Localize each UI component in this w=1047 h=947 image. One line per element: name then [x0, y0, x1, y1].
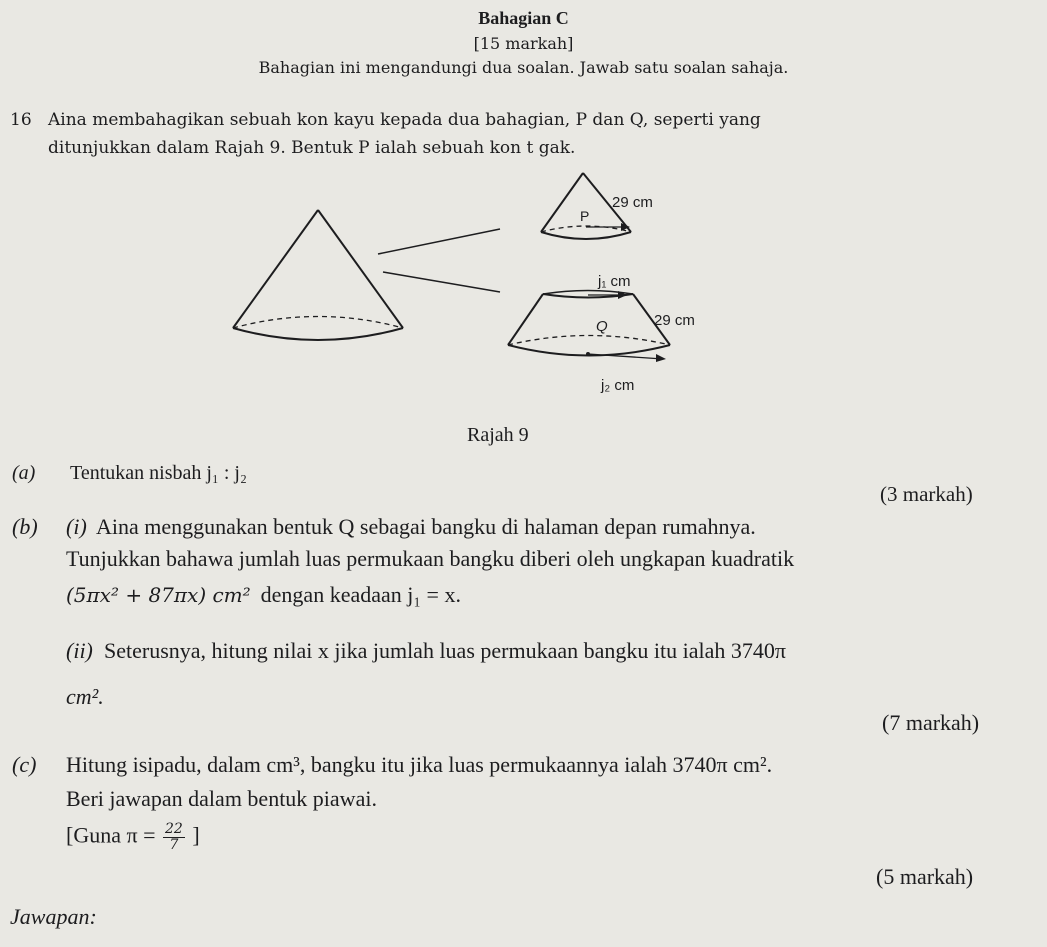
rajah-9-figure — [0, 0, 1047, 460]
part-b-sub-i: (i) — [66, 514, 87, 539]
cone-p-label: P — [580, 208, 590, 224]
part-b-sub-ii: (ii) — [66, 638, 93, 663]
figure-caption: Rajah 9 — [467, 424, 529, 446]
part-a-marks: (3 markah) — [880, 482, 973, 506]
part-c-line-2: Beri jawapan dalam bentuk piawai. — [66, 786, 377, 811]
part-a-text: Tentukan nisbah j₁ : j₂ — [70, 462, 247, 484]
question-number: 16 — [10, 110, 32, 130]
part-c-label: (c) — [12, 752, 37, 777]
part-b-label: (b) — [12, 514, 38, 539]
section-marks: [15 markah] — [473, 34, 574, 53]
pi-fraction — [163, 822, 185, 853]
pi-instruction-suffix: ] — [192, 822, 200, 848]
full-cone-diagram — [233, 210, 403, 340]
part-b-ii-line-1: Seterusnya, hitung nilai x jika jumlah luas permukaan bangku itu ialah 3740π — [104, 638, 786, 663]
section-title: Bahagian C — [478, 8, 569, 28]
part-a-label: (a) — [12, 462, 36, 484]
pi-fraction-numerator: 22 — [165, 821, 183, 837]
frustum-q-label: Q — [596, 318, 608, 335]
top-radius-label: j₁ cm — [598, 273, 631, 290]
cone-p-slant-label: 29 cm — [612, 194, 653, 211]
part-b-line-1: Aina menggunakan bentuk Q sebagai bangku di halaman depan rumahnya. — [96, 514, 756, 539]
answer-label: Jawapan: — [10, 904, 97, 929]
question-line-1: Aina membahagikan sebuah kon kayu kepada dua bahagian, P dan Q, seperti yang — [48, 110, 761, 130]
part-c-line-1: Hitung isipadu, dalam cm³, bangku itu jika luas permukaannya ialah 3740π cm². — [66, 752, 773, 777]
part-b-marks: (7 markah) — [882, 710, 980, 735]
pi-instruction-prefix: [Guna π = — [66, 822, 156, 848]
part-b-line-3 — [66, 582, 461, 608]
part-b-line-2: Tunjukkan bahawa jumlah luas permukaan bangku diberi oleh ungkapan kuadratik — [66, 546, 795, 571]
frustum-q-slant-label: 29 cm — [654, 312, 695, 329]
question-line-2: ditunjukkan dalam Rajah 9. Bentuk P ialah sebuah kon t gak. — [48, 138, 576, 158]
section-instruction: Bahagian ini mengandungi dua soalan. Jawab satu soalan sahaja. — [258, 58, 789, 77]
quadratic-expression: (5πx² + 87πx) cm² — [66, 583, 251, 607]
pi-fraction-denominator: 7 — [169, 837, 179, 853]
part-b-condition: dengan keadaan j₁ = x. — [260, 582, 461, 607]
frustum-q-diagram — [508, 291, 670, 363]
part-c-line-3 — [66, 822, 200, 853]
part-b-ii-line-2: cm². — [66, 684, 104, 709]
bottom-radius-label: j₂ cm — [601, 377, 635, 394]
part-c-marks: (5 markah) — [876, 864, 974, 889]
